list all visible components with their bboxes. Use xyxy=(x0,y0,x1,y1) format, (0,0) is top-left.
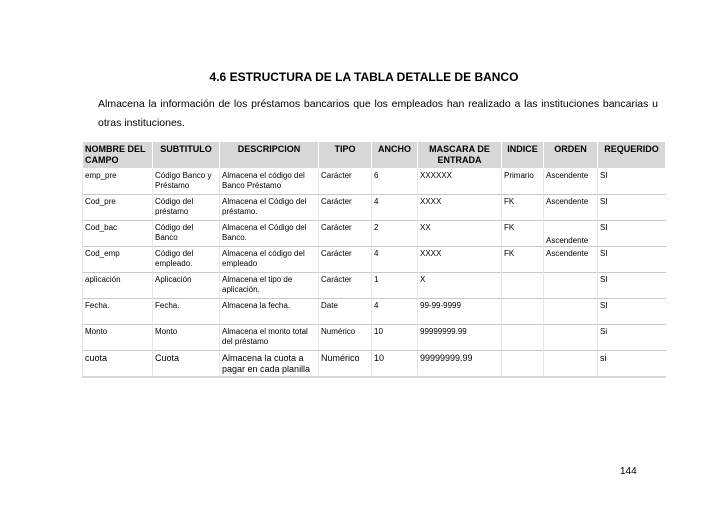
cell-mascara: 99999999.99 xyxy=(418,325,502,351)
cell-requerido: SI xyxy=(598,195,666,221)
table-row xyxy=(83,169,666,195)
cell-orden xyxy=(544,273,598,299)
cell-descripcion: Almacena el Código del préstamo. xyxy=(220,195,319,221)
cell-nombre: Fecha. xyxy=(83,299,153,325)
cell-nombre: cuota xyxy=(83,351,153,378)
cell-tipo: Carácter xyxy=(319,221,372,247)
cell-indice: Primario xyxy=(502,169,544,195)
page-number: 144 xyxy=(620,466,637,477)
header-indice: INDICE xyxy=(502,142,544,169)
cell-orden: Ascendente xyxy=(544,169,598,195)
header-orden: ORDEN xyxy=(544,142,598,169)
field-structure-table xyxy=(82,141,666,378)
cell-indice: FK xyxy=(502,247,544,273)
cell-tipo: Date xyxy=(319,299,372,325)
cell-nombre: aplicación xyxy=(83,273,153,299)
table-row xyxy=(83,351,666,378)
cell-ancho: 10 xyxy=(372,351,418,378)
cell-nombre: emp_pre xyxy=(83,169,153,195)
cell-tipo: Carácter xyxy=(319,273,372,299)
cell-tipo: Numérico xyxy=(319,351,372,378)
intro-paragraph: Almacena la información de los préstamos bancarios que los empleados han realizado a las instituciones bancarias u otras instituciones. xyxy=(98,98,658,129)
cell-indice xyxy=(502,273,544,299)
cell-ancho: 2 xyxy=(372,221,418,247)
cell-descripcion: Almacena el monto total del préstamo xyxy=(220,325,319,351)
cell-subtitulo: Monto xyxy=(153,325,220,351)
cell-indice: FK xyxy=(502,221,544,247)
cell-descripcion: Almacena el código del empleado xyxy=(220,247,319,273)
cell-tipo: Carácter xyxy=(319,169,372,195)
cell-descripcion: Almacena el tipo de aplicación. xyxy=(220,273,319,299)
cell-indice xyxy=(502,351,544,378)
table-row xyxy=(83,299,666,325)
cell-requerido: si xyxy=(598,351,666,378)
cell-descripcion: Almacena el Código del Banco. xyxy=(220,221,319,247)
cell-ancho: 4 xyxy=(372,299,418,325)
cell-nombre: Cod_pre xyxy=(83,195,153,221)
header-mascara-entrada: MASCARA DE ENTRADA xyxy=(418,142,502,169)
cell-descripcion: Almacena el código del Banco Préstamo xyxy=(220,169,319,195)
cell-subtitulo: Cuota xyxy=(153,351,220,378)
cell-indice: FK xyxy=(502,195,544,221)
cell-requerido: SI xyxy=(598,273,666,299)
cell-orden: Ascendente xyxy=(544,195,598,221)
cell-requerido: SI xyxy=(598,247,666,273)
cell-orden xyxy=(544,299,598,325)
table-row xyxy=(83,195,666,221)
table-row xyxy=(83,273,666,299)
cell-mascara: XXXX xyxy=(418,247,502,273)
cell-nombre: Cod_bac xyxy=(83,221,153,247)
cell-mascara: XX xyxy=(418,221,502,247)
cell-nombre: Monto xyxy=(83,325,153,351)
cell-orden xyxy=(544,351,598,378)
header-tipo: TIPO xyxy=(319,142,372,169)
table-row xyxy=(83,221,666,247)
cell-requerido: Si xyxy=(598,325,666,351)
cell-nombre: Cod_emp xyxy=(83,247,153,273)
header-requerido: REQUERIDO xyxy=(598,142,666,169)
cell-requerido: SI xyxy=(598,169,666,195)
cell-requerido: SI xyxy=(598,299,666,325)
header-subtitulo: SUBTITULO xyxy=(153,142,220,169)
cell-ancho: 4 xyxy=(372,195,418,221)
cell-subtitulo: Código del Banco xyxy=(153,221,220,247)
cell-orden xyxy=(544,325,598,351)
table-row xyxy=(83,247,666,273)
header-descripcion: DESCRIPCION xyxy=(220,142,319,169)
cell-orden: Ascendente xyxy=(544,221,598,247)
header-ancho: ANCHO xyxy=(372,142,418,169)
cell-ancho: 6 xyxy=(372,169,418,195)
cell-ancho: 10 xyxy=(372,325,418,351)
header-nombre-campo: NOMBRE DEL CAMPO xyxy=(83,142,153,169)
cell-descripcion: Almacena la fecha. xyxy=(220,299,319,325)
cell-subtitulo: Fecha. xyxy=(153,299,220,325)
cell-tipo: Carácter xyxy=(319,247,372,273)
cell-subtitulo: Código del préstamo xyxy=(153,195,220,221)
cell-ancho: 1 xyxy=(372,273,418,299)
cell-mascara: 99-99-9999 xyxy=(418,299,502,325)
cell-indice xyxy=(502,325,544,351)
cell-requerido: SI xyxy=(598,221,666,247)
cell-subtitulo: Código del empleado. xyxy=(153,247,220,273)
cell-tipo: Numérico xyxy=(319,325,372,351)
cell-mascara: 99999999.99 xyxy=(418,351,502,378)
cell-mascara: XXXX xyxy=(418,195,502,221)
cell-descripcion: Almacena la cuota a pagar en cada planilla xyxy=(220,351,319,378)
cell-indice xyxy=(502,299,544,325)
section-title: 4.6 ESTRUCTURA DE LA TABLA DETALLE DE BANCO xyxy=(209,70,519,84)
table-header-row xyxy=(83,142,666,169)
cell-subtitulo: Código Banco y Préstamo xyxy=(153,169,220,195)
cell-tipo: Carácter xyxy=(319,195,372,221)
cell-orden: Ascendente xyxy=(544,247,598,273)
cell-ancho: 4 xyxy=(372,247,418,273)
cell-subtitulo: Aplicación xyxy=(153,273,220,299)
cell-mascara: X xyxy=(418,273,502,299)
table-row xyxy=(83,325,666,351)
cell-mascara: XXXXXX xyxy=(418,169,502,195)
